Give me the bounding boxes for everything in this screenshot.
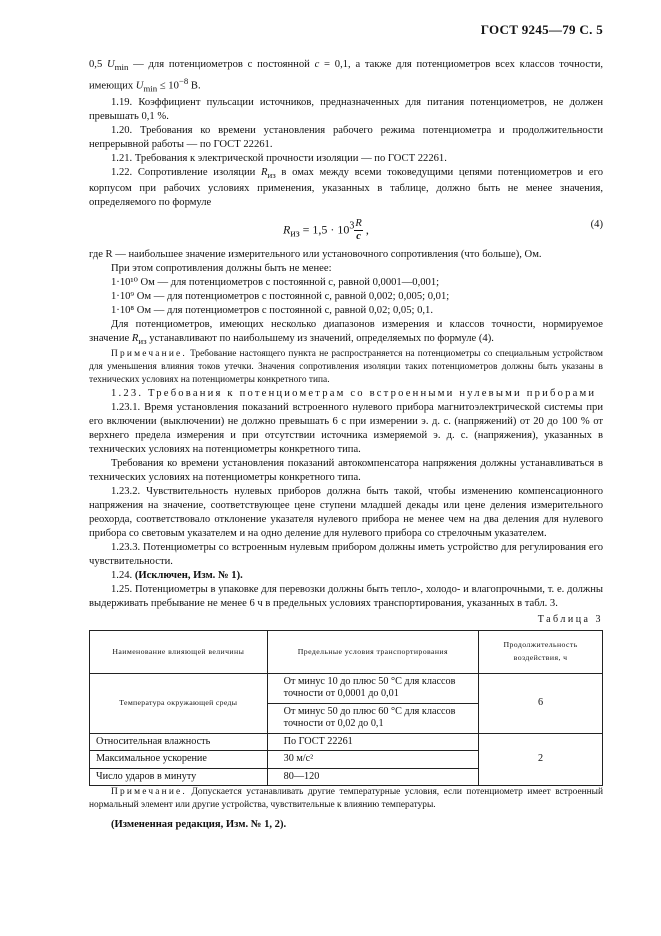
temperature-condition-1: От минус 10 до плюс 50 °С для классов точности от 0,0001 до 0,01	[267, 673, 479, 703]
acceleration-label: Максимальное ускорение	[90, 751, 268, 769]
table-header-row	[90, 630, 603, 673]
clause-1-23-1: 1.23.1. Время установления показаний встроенного нулевого прибора магнитоэлектрической системы при его включении (выключении) не должно превышать 6 с при измерении э. д. с. (напряжений) от 20 до 100 % от верхнего предела измерения и при отсутствии источника измеряемой э. д. с. (напряжения), указанных в технических условиях на потенциометры конкретного типа.	[89, 401, 603, 455]
clause-1-23-3: 1.23.3. Потенциометры со встроенным нулевым прибором должны иметь устройство для регулирования его чувствительности.	[89, 541, 603, 567]
page-content	[89, 58, 603, 832]
acceleration-value: 30 м/с²	[267, 751, 479, 769]
autocompensator-paragraph: Требования ко времени установления показаний автокомпенсатора напряжения должны устанавливаться в технических условиях на потенциометры конкретного типа.	[89, 457, 603, 483]
other-duration: 2	[479, 733, 603, 786]
multi-range-paragraph: Для потенциометров, имеющих несколько диапазонов измерения и классов точности, нормируемое значение $R_{из}$ устанавливают по наибольшему из значений, определяемых по формуле (4).	[89, 318, 603, 346]
formula-expression: $R_{из} = 1,5 \cdot 10^3$ $\frac{R}{c}$ ,	[283, 217, 369, 242]
humidity-value: По ГОСТ 22261	[267, 733, 479, 751]
clause-1-22: 1.22. Сопротивление изоляции $R_{из}$ в омах между всеми токоведущими цепями потенциометров и его корпусом при рабочих условиях применения, указанных в таблице, должно быть не менее значения, определяемого по формуле	[89, 166, 603, 208]
formula-fraction: $\frac{R}{c}$	[355, 217, 362, 242]
formula-4	[89, 212, 603, 246]
clause-1-23-2: 1.23.2. Чувствительность нулевых приборов должна быть такой, чтобы изменению компенсационного напряжения на значение, соответствующее цене ступени младшей декады или цене деления измерительного реохорда, соответствовало отклонение указателя нулевого прибора не менее чем на два деления для нулевого прибора со световым указателем и на одно деление для нулевого прибора со стрелочным указателем.	[89, 485, 603, 539]
temperature-label: Температура окружающей среды	[90, 673, 268, 733]
min-resistance-2: 1·10⁹ Ом — для потенциометров с постоянной c, равной 0,002; 0,005; 0,01;	[111, 290, 450, 302]
clause-1-25: 1.25. Потенциометры в упаковке для перевозки должны быть тепло-, холодо- и влагопрочными, т. е. должны выдерживать пребывание не менее 6 ч в предельных условиях транспортирования, указанных в табл. 3.	[89, 583, 603, 609]
table-row	[90, 673, 603, 703]
clause-1-21: 1.21. Требования к электрической прочности изоляции — по ГОСТ 22261.	[111, 152, 447, 164]
impacts-value: 80—120	[267, 768, 479, 786]
page-header: ГОСТ 9245—79 С. 5	[480, 22, 603, 37]
min-intro: При этом сопротивления должны быть не менее:	[111, 262, 332, 274]
clause-1-23-heading: 1.23. Требования к потенциометрам со встроенными нулевыми приборами	[111, 387, 597, 399]
impacts-label: Число ударов в минуту	[90, 768, 268, 786]
header-limit-conditions: Предельные условия транспортирования	[267, 630, 479, 673]
humidity-label: Относительная влажность	[90, 733, 268, 751]
note-1: Примечание. Требование настоящего пункта не распространяется на потенциометры со специальным устройством для уменьшения влияния токов утечки. Значения сопротивления изоляции таких потенциометров должны быть указаны в технических условиях на потенциометры конкретного типа.	[89, 348, 603, 385]
header-duration: Продолжительность воздействия, ч	[479, 630, 603, 673]
table-caption: Таблица 3	[537, 613, 603, 625]
min-resistance-3: 1·10⁸ Ом — для потенциометров с постоянной c, равной 0,02; 0,05; 0,1.	[111, 304, 434, 316]
note-2: Примечание. Допускается устанавливать другие температурные условия, если потенциометр имеет встроенный нормальный элемент или другие устройства, чувствительные к влиянию температуры.	[89, 787, 603, 811]
clause-1-19: 1.19. Коэффициент пульсации источников, предназначенных для питания потенциометров, не должен превышать 0,1 %.	[89, 96, 603, 122]
min-resistance-1: 1·10¹⁰ Ом — для потенциометров с постоянной c, равной 0,0001—0,001;	[111, 276, 440, 288]
formula-number: (4)	[590, 218, 603, 230]
temperature-condition-2: От минус 50 до плюс 60 °С для классов точности от 0,02 до 0,1	[267, 703, 479, 733]
table-3	[89, 630, 603, 787]
temperature-duration: 6	[479, 673, 603, 733]
paragraph-u-min: 0,5 $U_{min}$ — для потенциометров с постоянной c = 0,1, а также для потенциометров всех классов точности, имеющих $U_{min} \le 10^{-8}$ В.	[89, 59, 604, 94]
header-factor: Наименование влияющей величины	[90, 630, 268, 673]
table-row	[90, 733, 603, 751]
clause-1-24: 1.24. (Исключен, Изм. № 1).	[111, 569, 243, 581]
edition-note: (Измененная редакция, Изм. № 1, 2).	[111, 819, 287, 831]
clause-1-20: 1.20. Требования ко времени установления рабочего режима потенциометра и продолжительности непрерывной работы — по ГОСТ 22261.	[89, 124, 603, 150]
formula-where: где R — наибольшее значение измерительного или установочного сопротивления (что больше), Ом.	[89, 248, 542, 260]
